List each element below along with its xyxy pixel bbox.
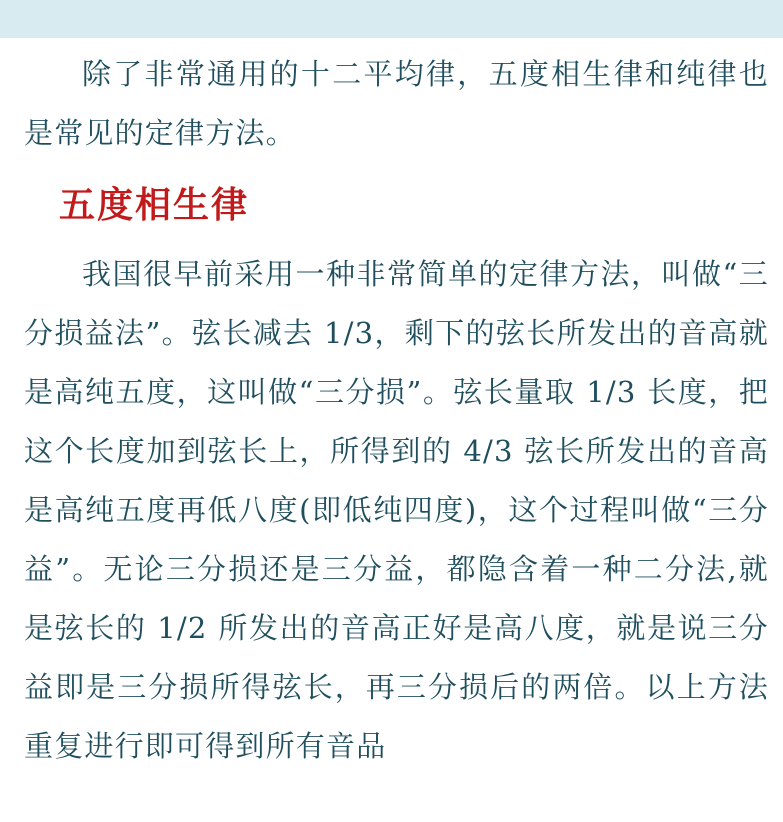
top-banner — [0, 0, 783, 38]
intro-paragraph: 除了非常通用的十二平均律，五度相生律和纯律也是常见的定律方法。 — [24, 57, 769, 150]
article-content — [0, 38, 783, 822]
body-paragraph: 我国很早前采用一种非常简单的定律方法，叫做“三分损益法”。弦长减去 1/3，剩下的弦长所发出的音高就是高纯五度，这叫做“三分损”。弦长量取 1/3 长度，把这个长度加到弦长上，所得到的 4/3 弦长所发出的音高是高纯五度再低八度(即低纯四度)，这个过程叫做“三分益”。无论三分损还是三分益，都隐含着一种二分法,就是弦长的 1/2 所发出的音高正好是高八度，就是说三分益即是三分损所得弦长，再三分损后的两倍。以上方法重复进行即可得到所有音品 — [24, 257, 769, 763]
section-heading: 五度相生律 — [59, 185, 250, 226]
